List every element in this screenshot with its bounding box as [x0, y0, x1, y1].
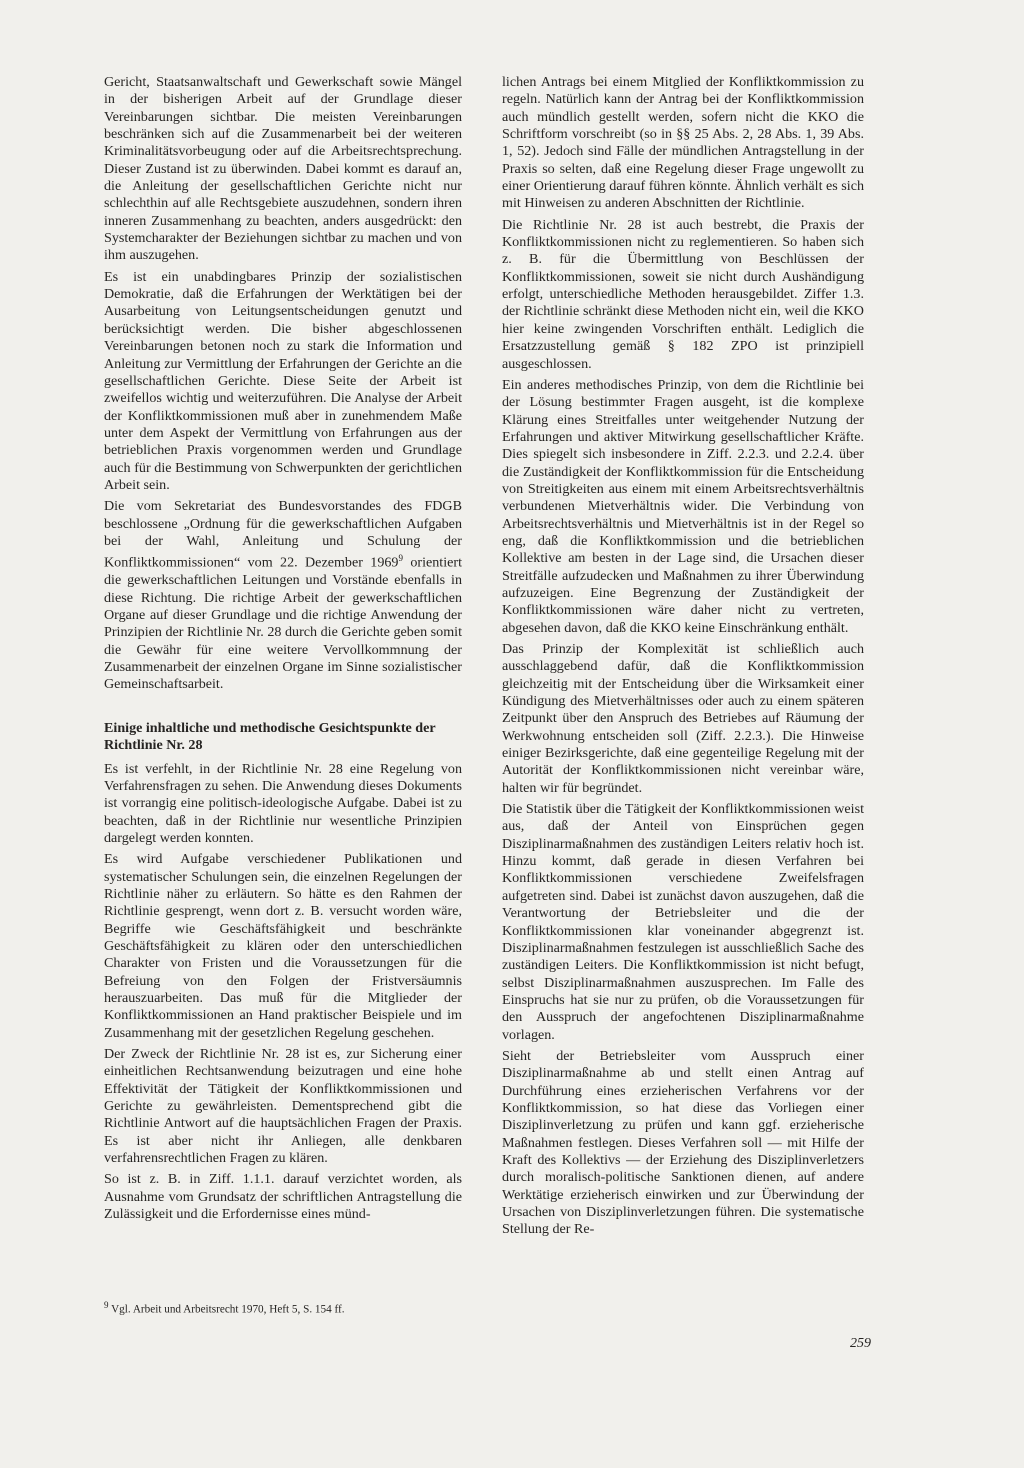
left-column	[104, 74, 462, 1227]
section-heading: Einige inhaltliche und methodische Gesichtspunkte der Richtlinie Nr. 28	[104, 719, 436, 754]
paragraph: Ein anderes methodisches Prinzip, von dem die Richtlinie bei der Lösung bestimmter Fragen ausgeht, ist die komplexe Klärung eines Streitfalles unter weitgehender Nutzung der Erfahrungen und aktiver Mitwirkung gesellschaftlicher Kräfte. Dies spiegelt sich insbesondere in Ziff. 2.2.3. und 2.2.4. über die Zuständigkeit der Konfliktkommission für die Entscheidung von Streitigkeiten aus einem mit einem Arbeitsrechtsverhältnis verbundenen Mietverhältnis wider. Die Verbindung von Arbeitsrechtsverhältnis und Mietverhältnis ist in der Regel so eng, daß die Konfliktkommission und die betrieblichen Kollektive am besten in der Lage sind, die Ursachen dieser Streitfälle aufzudecken und Maßnahmen zu ihrer Überwindung aufzuzeigen. Eine Begrenzung der Zuständigkeit der Konfliktkommissionen wäre daher nicht zu vertreten, abgesehen davon, daß die KKO keine Einschränkung enthält.	[502, 376, 864, 636]
paragraph: lichen Antrags bei einem Mitglied der Konfliktkommission zu regeln. Natürlich kann der Antrag bei der Konfliktkommission auch mündlich gestellt werden, sofern nicht die KKO die Schriftform vorschreibt (so in §§ 25 Abs. 2, 28 Abs. 1, 39 Abs. 1, 52). Jedoch sind Fälle der mündlichen Antragstellung in der Praxis so selten, daß eine Regelung dieser Frage ungewollt zu einer Orientierung darauf führen könnte. Ähnlich verhält es sich mit Hinweisen zu anderen Abschnitten der Richtlinie.	[502, 74, 864, 212]
paragraph: So ist z. B. in Ziff. 1.1.1. darauf verzichtet worden, als Ausnahme vom Grundsatz der schriftlichen Antragstellung die Zulässigkeit und die Erfordernisse eines münd-	[104, 1171, 462, 1223]
paragraph: Das Prinzip der Komplexität ist schließlich auch ausschlaggebend dafür, daß die Konfliktkommission gleichzeitig mit der Entscheidung über die Wirksamkeit einer Kündigung des Mietverhältnisses oder auch zu einem späteren Zeitpunkt über den Anspruch des Betriebes auf Räumung der Werkwohnung entscheiden soll (Ziff. 2.2.3.). Die Hinweise einiger Bezirksgerichte, daß eine gegenteilige Regelung mit der Autorität der Konfliktkommissionen nicht vereinbar wäre, halten wir für begründet.	[502, 641, 864, 796]
paragraph: Der Zweck der Richtlinie Nr. 28 ist es, zur Sicherung einer einheitlichen Rechtsanwendung beizutragen und eine hohe Effektivität der Tätigkeit der Konfliktkommissionen und Gerichte zu gewährleisten. Dementsprechend gibt die Richtlinie Antwort auf die hauptsächlichen Fragen der Praxis. Es ist aber nicht ihr Anliegen, alle denkbaren verfahrensrechtlichen Fragen zu klären.	[104, 1046, 462, 1167]
page-number: 259	[850, 1336, 871, 1351]
paragraph-fdgb	[104, 498, 462, 693]
paragraph-text: orientiert die gewerkschaftlichen Leitungen und Vorstände ebenfalls in diese Richtung. Die richtige Arbeit der gewerkschaftlichen Organe auf dieser Grundlage und die richtige Anwendung der Prinzipien der Richtlinie Nr. 28 durch die Gerichte geben somit die Gewähr für eine weitere Vervollkommnung der Zusammenarbeit der einzelnen Organe im Sinne sozialistischer Gemeinschaftsarbeit.	[104, 554, 462, 693]
right-column	[502, 74, 864, 1243]
footnote-marker: 9	[104, 1300, 109, 1310]
paragraph: Sieht der Betriebsleiter vom Ausspruch einer Disziplinarmaßnahme ab und stellt einen Antrag auf Durchführung eines erzieherischen Verfahrens vor der Konfliktkommission, so hat diese das Vorliegen einer Disziplinverletzung zu prüfen und kann ggf. erzieherische Maßnahmen festlegen. Dieses Verfahren soll — mit Hilfe der Kraft des Kollektivs — der Erziehung des Disziplinverletzers durch moralisch-politische Sanktionen dienen, auf andere Werktätige erzieherisch einwirken und zur Überwindung der Ursachen von Disziplinverletzungen führen. Die systematische Stellung der Re-	[502, 1047, 864, 1238]
paragraph: Es wird Aufgabe verschiedener Publikationen und systematischer Schulungen sein, die einzelnen Regelungen der Richtlinie näher zu erläutern. So hätte es den Rahmen der Richtlinie gesprengt, wenn dort z. B. versucht worden wäre, Begriffe wie Geschäftsfähigkeit und beschränkte Geschäftsfähigkeit zu klären oder den unterschiedlichen Charakter von Fristen und die Voraussetzungen für die Befreiung von den Folgen der Fristversäumnis herauszuarbeiten. Das muß für die Mitglieder der Konfliktkommissionen an Hand praktischer Beispiele und im Zusammenhang mit der gesetzlichen Regelung geschehen.	[104, 851, 462, 1041]
paragraph-text: Die vom Sekretariat des Bundesvorstandes des FDGB beschlossene „Ordnung für die gewerkschaftlichen Aufgaben bei der Wahl, Anleitung und Schulung der Konfliktkommissionen“ vom 22. Dezember 1969	[104, 498, 462, 571]
footnote-reference: 9	[398, 553, 403, 564]
footnote	[104, 1298, 462, 1317]
paragraph: Die Richtlinie Nr. 28 ist auch bestrebt, die Praxis der Konfliktkommissionen nicht zu reglementieren. So haben sich z. B. für die Übermittlung von Beschlüssen der Konfliktkommissionen, soweit sie nicht durch Aushändigung erfolgt, unterschiedliche Methoden herausgebildet. Ziffer 1.3. der Richtlinie schränkt diese Methoden nicht ein, weil die KKO hier keine zwingenden Vorschriften enthält. Lediglich die Ersatzzustellung gemäß § 182 ZPO ist prinzipiell ausgeschlossen.	[502, 216, 864, 372]
paragraph: Es ist verfehlt, in der Richtlinie Nr. 28 eine Regelung von Verfahrensfragen zu sehen. Die Anwendung dieses Dokuments ist vorrangig eine politisch-ideologische Aufgabe. Dabei ist zu beachten, daß in der Richtlinie nur wesentliche Prinzipien dargelegt werden konnten.	[104, 760, 462, 846]
paragraph: Gericht, Staatsanwaltschaft und Gewerkschaft sowie Mängel in der bisherigen Arbeit auf der Grundlage dieser Vereinbarungen sichtbar. Die meisten Vereinbarungen beschränken sich auf die Zusammenarbeit bei der weiteren Kriminalitätsvorbeugung oder auf die Arbeitsrechtsprechung. Dieser Zustand ist zu überwinden. Dabei kommt es darauf an, die Anleitung der gesellschaftlichen Gerichte nicht nur schlechthin auf alle Rechtsgebiete auszudehnen, sondern ihren inneren Zusammenhang zu beachten, anders ausgedrückt: den Systemcharakter der Beziehungen sichtbar zu machen und von ihm auszugehen.	[104, 74, 462, 264]
paragraph: Es ist ein unabdingbares Prinzip der sozialistischen Demokratie, daß die Erfahrungen der Werktätigen bei der Ausarbeitung von Leitungsentscheidungen genutzt und berücksichtigt werden. Die bisher abgeschlossenen Vereinbarungen betonen noch zu stark die Information und Anleitung zur Vermittlung der Erfahrungen der Gerichte an die gesellschaftlichen Gerichte. Diese Seite der Arbeit ist zweifellos wichtig und weiterzuführen. Die Analyse der Arbeit der Konfliktkommissionen muß aber in zunehmendem Maße unter dem Aspekt der Vermittlung von Erfahrungen aus der betrieblichen Praxis vorgenommen werden und Grundlage auch für die Bestimmung von Schwerpunkten der gerichtlichen Arbeit sein.	[104, 268, 462, 493]
footnote-text: Vgl. Arbeit und Arbeitsrecht 1970, Heft 5, S. 154 ff.	[108, 1303, 345, 1316]
paragraph: Die Statistik über die Tätigkeit der Konfliktkommissionen weist aus, daß der Anteil von Einsprüchen gegen Disziplinarmaßnahmen des zuständigen Leiters relativ hoch ist. Hinzu kommt, daß gerade in diesen Verfahren bei Konfliktkommissionen verschiedene Zweifelsfragen aufgetreten sind. Dabei ist zunächst davon auszugehen, daß die Verantwortung der Betriebsleiter und die der Konfliktkommissionen klar voneinander abgegrenzt ist. Disziplinarmaßnahmen festzulegen ist ausschließlich Sache des zuständigen Leiters. Die Konfliktkommission ist nicht befugt, selbst Disziplinarmaßnahmen auszusprechen. Im Falle des Einspruchs hat sie nur zu prüfen, ob die Voraussetzungen für den Ausspruch der angefochtenen Disziplinarmaßnahme vorlagen.	[502, 801, 864, 1043]
